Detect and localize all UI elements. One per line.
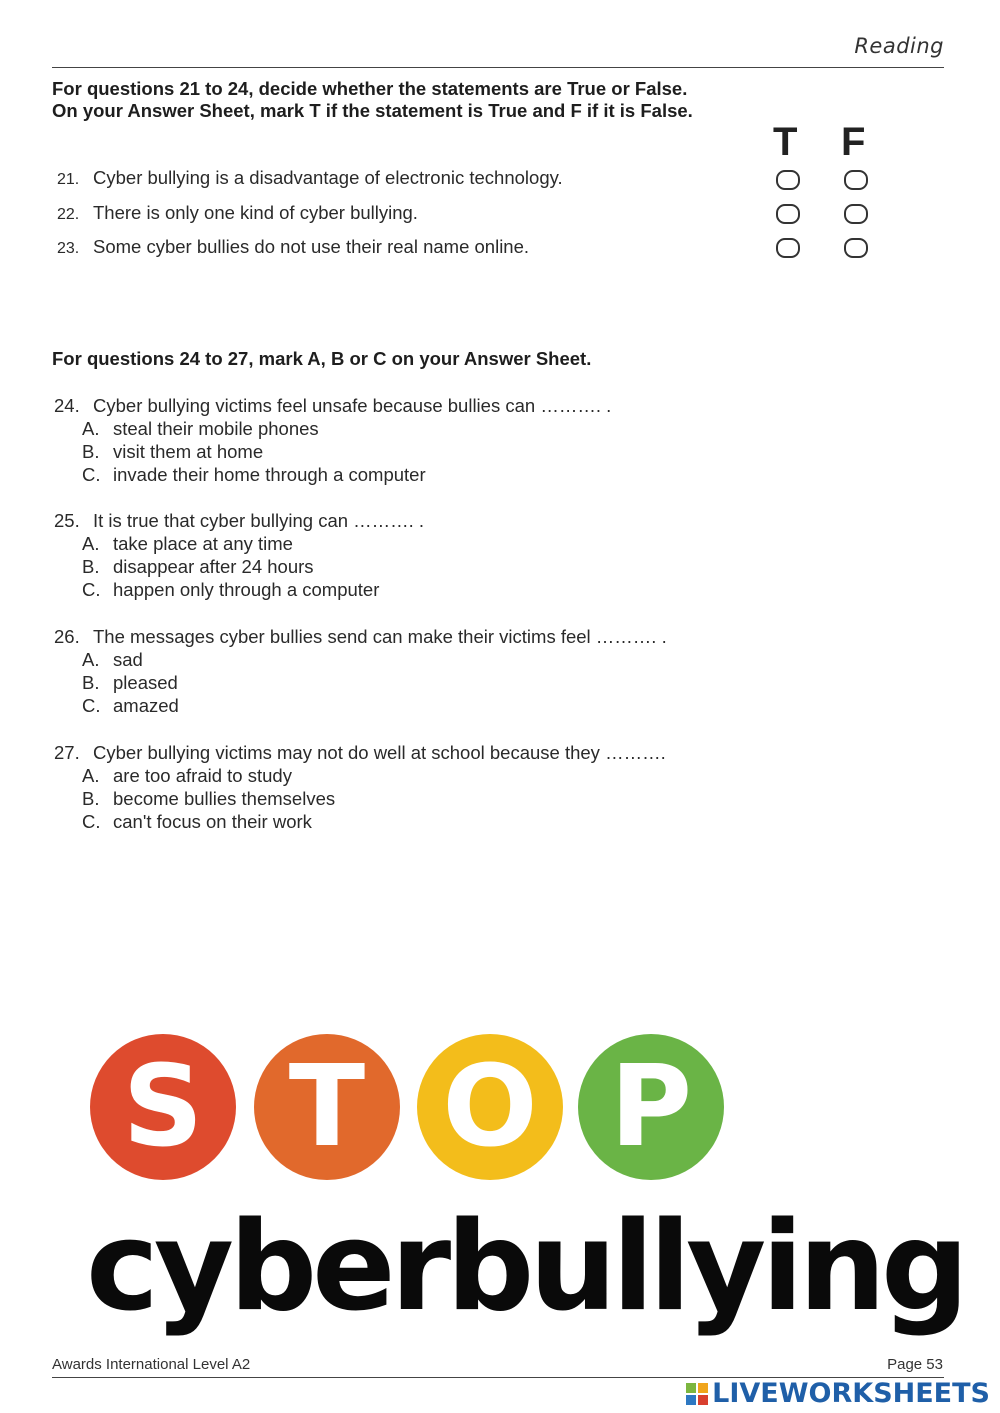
option-text: disappear after 24 hours [113, 556, 314, 577]
tf-statement [57, 202, 418, 224]
option-text: become bullies themselves [113, 788, 336, 809]
answer-option [54, 440, 611, 463]
option-text: take place at any time [113, 533, 293, 554]
mcq-instructions: For questions 24 to 27, mark A, B or C on your Answer Sheet. [52, 348, 592, 369]
answer-option [54, 694, 667, 717]
option-text: invade their home through a computer [113, 464, 426, 485]
answer-bubble-21-false[interactable] [844, 170, 868, 190]
tf-statement [57, 167, 563, 189]
answer-bubble-22-false[interactable] [844, 204, 868, 224]
liveworksheets-text: LIVEWORKSHEETS [712, 1378, 990, 1409]
mcq-question [54, 625, 667, 717]
answer-option [54, 810, 666, 833]
option-letter: B. [82, 788, 100, 809]
option-letter: C. [82, 695, 101, 716]
option-letter: A. [82, 418, 100, 439]
tf-statement-text: Cyber bullying is a disadvantage of electronic technology. [93, 167, 563, 188]
answer-bubble-23-false[interactable] [844, 238, 868, 258]
option-letter: B. [82, 672, 100, 693]
question-text: It is true that cyber bullying can ………. . [93, 510, 425, 531]
answer-option [54, 671, 667, 694]
option-text: pleased [113, 672, 178, 693]
question-text: The messages cyber bullies send can make their victims feel ………. . [93, 626, 667, 647]
tf-statement-text: Some cyber bullies do not use their real name online. [93, 236, 530, 257]
answer-option [54, 417, 611, 440]
option-text: are too afraid to study [113, 765, 292, 786]
question-number: 25. [54, 510, 80, 531]
answer-option [54, 648, 667, 671]
mcq-question [54, 394, 611, 486]
stop-letter-circle: T [254, 1034, 400, 1180]
tf-statement-number: 21. [57, 171, 80, 188]
false-column-label: F [841, 120, 866, 164]
cyberbullying-wordmark: cyberbullying [86, 1196, 965, 1339]
liveworksheets-logo-icon [686, 1383, 708, 1405]
footer-course-level: Awards International Level A2 [52, 1356, 251, 1373]
question-text: Cyber bullying victims feel unsafe because bullies can ………. . [93, 395, 612, 416]
stop-letter-circle: S [90, 1034, 236, 1180]
question-number: 27. [54, 742, 80, 763]
option-text: visit them at home [113, 441, 264, 462]
option-letter: C. [82, 464, 101, 485]
answer-bubble-21-true[interactable] [776, 170, 800, 190]
option-letter: B. [82, 441, 100, 462]
stop-letter-circle: O [417, 1034, 563, 1180]
tf-statement-text: There is only one kind of cyber bullying. [93, 202, 418, 223]
answer-option [54, 764, 666, 787]
answer-bubble-23-true[interactable] [776, 238, 800, 258]
stop-letter-circle: P [578, 1034, 724, 1180]
mcq-question [54, 741, 666, 833]
mcq-question [54, 509, 424, 601]
answer-bubble-22-true[interactable] [776, 204, 800, 224]
option-letter: A. [82, 649, 100, 670]
liveworksheets-brand [686, 1378, 990, 1409]
question-number: 26. [54, 626, 80, 647]
option-letter: C. [82, 811, 101, 832]
tf-statement [57, 236, 529, 258]
footer-page-number: Page 53 [887, 1356, 943, 1373]
answer-option [54, 555, 424, 578]
tf-instruction-line-1: For questions 21 to 24, decide whether the statements are True or False. [52, 78, 688, 99]
answer-option [54, 787, 666, 810]
answer-option [54, 532, 424, 555]
option-letter: A. [82, 533, 100, 554]
option-text: amazed [113, 695, 179, 716]
section-label: Reading [854, 34, 944, 58]
tf-instruction-line-2: On your Answer Sheet, mark T if the statement is True and F if it is False. [52, 100, 693, 121]
tf-instructions [52, 78, 693, 122]
option-text: happen only through a computer [113, 579, 380, 600]
option-letter: C. [82, 579, 101, 600]
option-text: steal their mobile phones [113, 418, 319, 439]
true-column-label: T [773, 120, 798, 164]
option-letter: A. [82, 765, 100, 786]
tf-statement-number: 22. [57, 206, 80, 223]
tf-statement-number: 23. [57, 240, 80, 257]
option-text: can't focus on their work [113, 811, 312, 832]
option-text: sad [113, 649, 143, 670]
answer-option [54, 578, 424, 601]
top-divider [52, 67, 944, 68]
option-letter: B. [82, 556, 100, 577]
question-text: Cyber bullying victims may not do well at school because they ………. [93, 742, 666, 763]
answer-option [54, 463, 611, 486]
question-number: 24. [54, 395, 80, 416]
